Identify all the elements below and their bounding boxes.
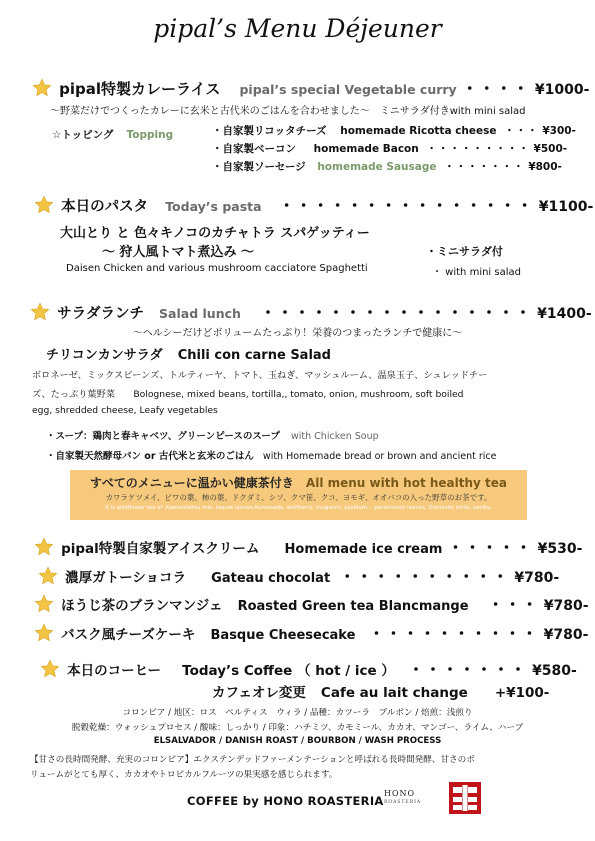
salad-ingredients-line: egg, shredded cheese, Leafy vegetables (32, 405, 218, 416)
tea-heading (70, 474, 527, 491)
dessert-dots: ・・・・・・・・・・ (339, 567, 510, 586)
curry-dots: ・・・・ (461, 79, 530, 98)
coffee-info-line: コロンビア / 地区：ロス ペルティス ウィラ / 品種：カツーラ ブルボン / 焙煎：浅煎り (122, 708, 473, 718)
salad-soup-row (46, 424, 379, 443)
pasta-name-en: Today’s pasta (165, 199, 262, 214)
topping-name-ja: ・自家製リコッタチーズ (212, 125, 327, 137)
pasta-heading (34, 193, 593, 216)
coffee-dots: ・・・・・・・ (407, 660, 527, 679)
curry-price: ¥1000- (534, 82, 590, 98)
cafe-au-lait-ja: カフェオレ変更 (212, 685, 306, 701)
salad-bread-row (46, 444, 496, 463)
topping-name-en: homemade Sausage (317, 161, 437, 173)
topping-price: ¥800- (528, 161, 562, 173)
topping-dots: ・・・ (504, 125, 539, 137)
cafe-au-lait-row (212, 681, 549, 701)
dessert-row (38, 564, 559, 587)
salad-soup-ja: ・スープ：鶏肉と春キャベツ、グリーンピースのスープ (46, 431, 280, 442)
pasta-dish-line1: 大山とり と 色々キノコのカチャトラ スパゲッティー (60, 226, 370, 241)
pasta-dish-en: Daisen Chicken and various mushroom cacciatore Spaghetti (66, 263, 368, 274)
tea-ingredients-ja: カワラケツメイ、ビワの葉、柿の葉、ドクダミ、シソ、クマ笹、クコ、ヨモギ、オオバコの入った野草のお茶です。 (105, 493, 492, 502)
dessert-name-en: Basque Cheesecake (210, 628, 356, 643)
salad-ingredients-line: ズ、たっぷり葉野菜 Bolognese, mixed beans, tortilla,, tomato, onion, mushroom, soft boiled (32, 389, 464, 400)
dessert-dots: ・・・・・ (447, 538, 533, 557)
star-icon (34, 195, 54, 215)
pasta-dots: ・・・・・・・・・・・・・・・ (278, 196, 534, 215)
salad-description: 〜ヘルシーだけどボリュームたっぷり！栄養のつまったランチで健康に〜 (132, 328, 463, 339)
dessert-name-ja: ほうじ茶のブランマンジェ (61, 598, 223, 614)
salad-bread-en: with Homemade bread or brown and ancient rice (262, 451, 497, 462)
salad-price: ¥1400- (537, 306, 592, 322)
star-icon (40, 659, 60, 679)
topping-label: ☆トッピング (52, 129, 114, 141)
topping-dots: ・・・・・・・ (444, 161, 525, 173)
dessert-name-ja: pipal特製自家製アイスクリーム (61, 541, 260, 557)
roaster-credit: COFFEE by HONO ROASTERIA (187, 794, 384, 808)
coffee-info-origin: ELSALVADOR / DANISH ROAST / BOURBON / WASH PROCESS (153, 736, 442, 746)
dessert-row (34, 621, 588, 644)
salad-name-en: Salad lunch (159, 306, 241, 321)
star-icon (32, 78, 52, 98)
salad-dots: ・・・・・・・・・・・・・・・・ (260, 303, 533, 322)
star-icon (34, 623, 54, 643)
dessert-price: ¥530- (537, 541, 583, 557)
topping-item (212, 141, 567, 156)
star-icon (30, 302, 50, 322)
salad-dish-ja: チリコンカンサラダ (46, 348, 163, 363)
star-icon (34, 537, 54, 557)
topping-dots: ・・・・・・・・・ (426, 143, 530, 155)
cafe-au-lait-price: +¥100- (494, 685, 550, 701)
topping-name-en: homemade Ricotta cheese (340, 125, 497, 137)
topping-label-row (52, 123, 173, 142)
salad-dish-en: Chili con carne Salad (177, 348, 331, 363)
salad-ingredients-line: ボロネーゼ、ミックスビーンズ、トルティーヤ、トマト、玉ねぎ、マッシュルーム、温泉玉子、シュレッドチー (32, 370, 488, 381)
pasta-mini-salad: ・ミニサラダ付 (426, 245, 503, 258)
coffee-price: ¥580- (532, 663, 577, 679)
pasta-name-ja: 本日のパスタ (61, 199, 149, 215)
topping-label-en: Topping (126, 129, 174, 141)
cafe-au-lait-en: Cafe au lait change (320, 685, 468, 701)
dessert-name-ja: バスク風チーズケーキ (61, 627, 196, 643)
curry-name-ja: pipal特製カレーライス (59, 80, 221, 98)
star-icon (34, 594, 54, 614)
topping-name-ja: ・自家製ソーセージ (212, 161, 306, 173)
pasta-dish-line2: 〜 狩人風トマト煮込み 〜 (102, 245, 255, 260)
tea-ingredients-en: It is wildflower tea of ,Kawaratetsu mei, loquat leaves,Kumasada, wolfberry, mugwort, psyllium,.. persimmon leaves, Domestic birds, perilla, (105, 505, 492, 511)
topping-price: ¥300- (542, 125, 576, 137)
coffee-info-line: 【甘さの長時間発酵、充実のコロンビア】エクステンデッドファーメンテーションと呼ばれる長時間発酵、甘さのボ (30, 755, 475, 765)
curry-name-en: pipal’s special Vegetable curry (239, 82, 457, 97)
topping-price: ¥500- (533, 143, 568, 155)
hono-logo (384, 789, 421, 805)
star-icon (38, 566, 58, 586)
coffee-info-line: リュームがとても厚く、カカオやトロピカルフルーツの果実感を感じられます。 (30, 770, 338, 780)
salad-name-ja: サラダランチ (57, 306, 144, 322)
healthy-tea-banner (70, 470, 527, 520)
topping-item (212, 159, 562, 174)
topping-item (212, 123, 576, 138)
logo-word: HONO (384, 789, 416, 798)
tea-heading-ja: すべてのメニューに温かい健康茶付き (89, 476, 294, 490)
salad-dish-row (46, 344, 331, 363)
dessert-name-en: Gateau chocolat (211, 571, 331, 586)
dessert-price: ¥780- (543, 598, 589, 614)
curry-description: 〜野菜だけでつくったカレーに玄米と古代米のごはんを合わせました〜 ミニサラダ付きwith mini salad (50, 106, 526, 117)
dessert-price: ¥780- (543, 627, 589, 643)
salad-heading (30, 300, 592, 323)
dessert-price: ¥780- (514, 570, 560, 586)
dessert-name-en: Roasted Green tea Blancmange (237, 599, 469, 614)
dessert-row (34, 535, 582, 558)
dessert-name-en: Homemade ice cream (284, 542, 443, 557)
salad-bread-ja: ・自家製天然酵母パン or 古代米と玄米のごはん (46, 451, 254, 462)
topping-name-en: homemade Bacon (313, 143, 419, 155)
tea-heading-en: All menu with hot healthy tea (305, 476, 508, 490)
coffee-name-ja: 本日のコーヒー (67, 663, 162, 679)
menu-title: pipal’s Menu Déjeuner (153, 14, 442, 43)
topping-name-ja: ・自家製ベーコン (212, 143, 296, 155)
dessert-dots: ・・・・・・・・・・ (368, 624, 539, 643)
dessert-name-ja: 濃厚ガトーショコラ (65, 570, 187, 586)
dessert-row (34, 592, 589, 615)
salad-soup-en: with Chicken Soup (291, 431, 379, 442)
coffee-info-line: 脱穀乾燥：ウォッシュプロセス / 酸味：しっかり / 印象：ハチミツ、カモミール、カカオ、マンゴー、ライム、ハーブ (71, 723, 524, 733)
curry-heading (32, 76, 589, 99)
logo-subword: ROASTERIA (384, 800, 422, 805)
pasta-price: ¥1100- (538, 199, 594, 215)
dessert-dots: ・・・ (487, 595, 539, 614)
coffee-info-line (0, 736, 595, 746)
coffee-name-en: Today’s Coffee （ hot / ice ） (182, 663, 395, 679)
hono-logo-mark-icon (449, 782, 481, 814)
coffee-heading (40, 657, 577, 680)
pasta-mini-salad-en: ・ with mini salad (432, 267, 521, 278)
